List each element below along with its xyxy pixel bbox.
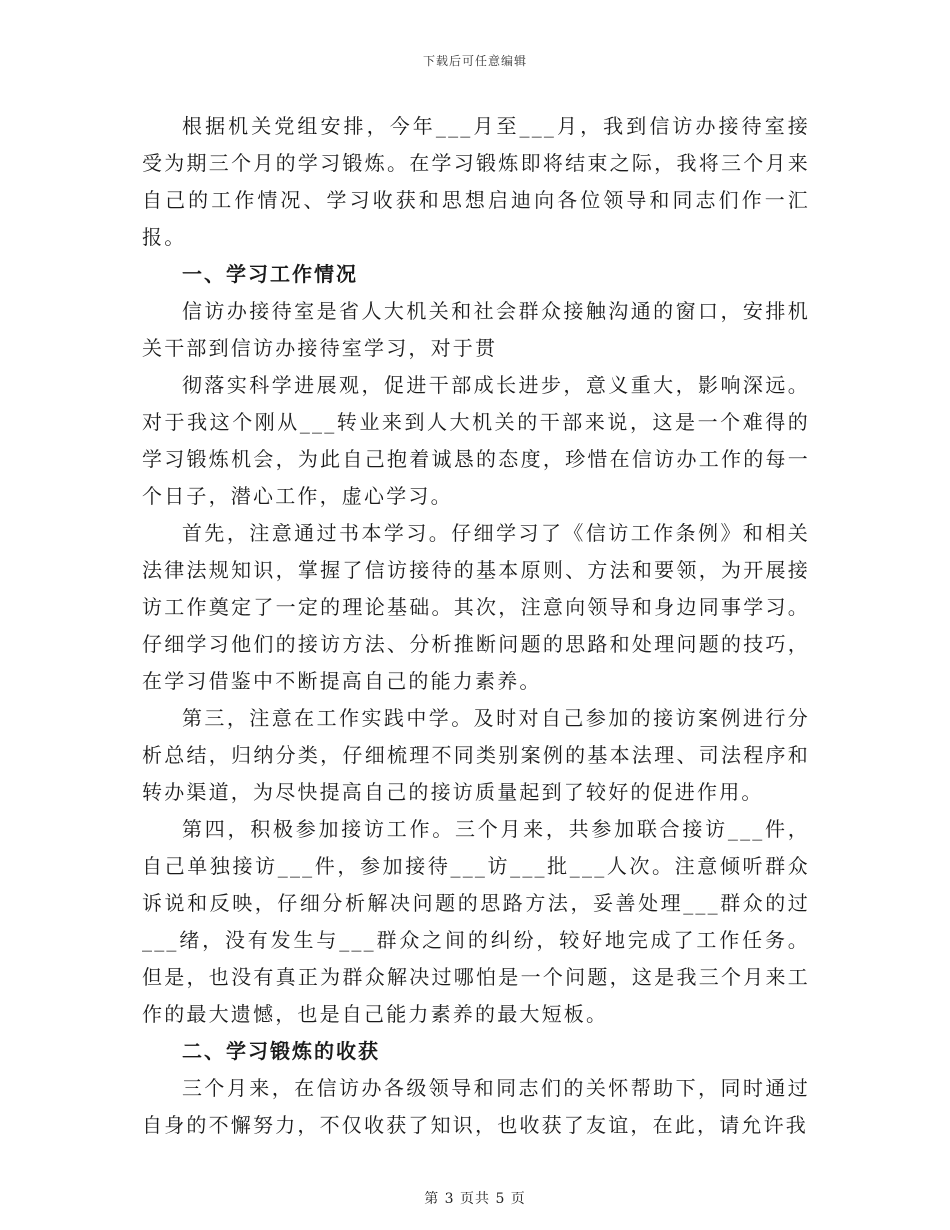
- paragraph-window: 信访办接待室是省人大机关和社会群众接触沟通的窗口，安排机关干部到信访办接待室学习，对于贯: [142, 299, 810, 360]
- paragraph-book-study: 首先，注意通过书本学习。仔细学习了《信访工作条例》和相关法律法规知识，掌握了信访接待的基本原则、方法和要领，为开展接访工作奠定了一定的理论基础。其次，注意向领导和身边同事学习。仔细学习他们的接访方法、分析推断问题的思路和处理问题的技巧，在学习借鉴中不断提高自己的能力素养。: [142, 521, 810, 693]
- document-body: [142, 108, 810, 1144]
- paragraph-intro: 根据机关党组安排，今年___月至___月，我到信访办接待室接受为期三个月的学习锻炼。在学习锻炼即将结束之际，我将三个月来自己的工作情况、学习收获和思想启迪向各位领导和同志们作一汇报。: [142, 114, 810, 249]
- paragraph-significance: 彻落实科学进展观，促进干部成长进步，意义重大，影响深远。对于我这个刚从___转业来到人大机关的干部来说，这是一个难得的学习锻炼机会，为此自己抱着诚恳的态度，珍惜在信访办工作的每一个日子，潜心工作，虚心学习。: [142, 373, 810, 508]
- paragraph-gains: 三个月来，在信访办各级领导和同志们的关怀帮助下，同时通过自身的不懈努力，不仅收获了知识，也收获了友谊，在此，请允许我: [142, 1076, 810, 1137]
- paragraph-practice: 第三，注意在工作实践中学。及时对自己参加的接访案例进行分析总结，归纳分类，仔细梳理不同类别案例的基本法理、司法程序和转办渠道，为尽快提高自己的接访质量起到了较好的促进作用。: [142, 706, 810, 804]
- page-header-note: 下载后可任意编辑: [422, 54, 527, 68]
- section-heading-2: 二、学习锻炼的收获: [182, 1039, 380, 1063]
- section-heading-1: 一、学习工作情况: [182, 262, 358, 286]
- page-number: 第 3 页共 5 页: [424, 1191, 526, 1207]
- paragraph-reception-work: 第四，积极参加接访工作。三个月来，共参加联合接访___件，自己单独接访___件，参加接待___访___批___人次。注意倾听群众诉说和反映，仔细分析解决问题的思路方法，妥善处理___群众的过___绪，没有发生与___群众之间的纠纷，较好地完成了工作任务。但是，也没有真正为群众解决过哪怕是一个问题，这是我三个月来工作的最大遗憾，也是自己能力素养的最大短板。: [142, 817, 810, 1026]
